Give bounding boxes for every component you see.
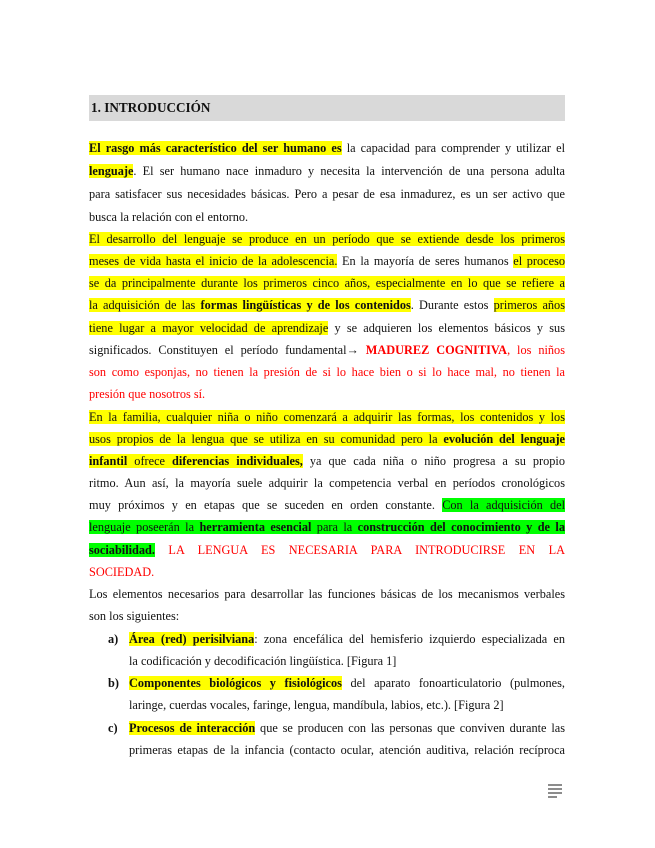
paragraph-line: ritmo. Aun así, la mayoría suele adquirir la competencia verbal en períodos cronológicos xyxy=(89,476,565,490)
highlighted-text: meses de vida hasta el inicio de la adolescencia. xyxy=(89,254,338,268)
paragraph-line xyxy=(89,342,565,358)
paragraph-line xyxy=(89,519,565,535)
text-lines-icon xyxy=(548,784,562,800)
paragraph-line: Los elementos necesarios para desarrollar las funciones básicas de los mecanismos verbales xyxy=(89,587,565,601)
highlighted-text: ofrece xyxy=(127,454,173,468)
paragraph-line xyxy=(89,297,565,313)
highlighted-text: Procesos de interacción xyxy=(129,721,256,735)
paragraph-line xyxy=(89,253,565,269)
section-heading: 1. INTRODUCCIÓN xyxy=(89,95,565,121)
highlighted-text: En la familia, cualquier niña o niño comenzará a adquirir las formas, los contenidos y los xyxy=(89,410,565,424)
paragraph-line xyxy=(89,275,565,291)
highlighted-text: tiene lugar a mayor velocidad de aprendizaje xyxy=(89,321,329,335)
green-highlighted-text: lenguaje poseerán la xyxy=(89,520,200,534)
paragraph-line xyxy=(89,431,565,447)
list-marker: b) xyxy=(108,676,119,690)
highlighted-text: Área (red) perisilviana xyxy=(129,632,255,646)
body-text: . El ser humano nace inmaduro y necesita la intervención de una persona adulta xyxy=(133,164,565,178)
highlighted-text: usos propios de la lengua que se utiliza en su comunidad pero la xyxy=(89,432,444,446)
green-highlighted-text: herramienta esencial xyxy=(199,520,312,534)
highlighted-text: El rasgo más característico del ser humano es xyxy=(89,141,342,155)
body-text: significados. Constituyen el período fundamental→ xyxy=(89,343,366,357)
highlighted-text: se da principalmente durante los primeros cinco años, especialmente en lo que se refiere a xyxy=(89,276,565,290)
body-text: la capacidad para comprender y utilizar el xyxy=(341,141,565,155)
paragraph-line xyxy=(89,140,565,156)
paragraph-line: busca la relación con el entorno. xyxy=(89,210,249,224)
paragraph-line xyxy=(89,542,565,558)
paragraph-line xyxy=(89,163,565,179)
red-text: LA LENGUA ES NECESARIA PARA INTRODUCIRSE EN LA xyxy=(154,543,565,557)
green-highlighted-text: sociabilidad. xyxy=(89,543,155,557)
body-text: ya que cada niña o niño progresa a su propio xyxy=(302,454,565,468)
red-emphasis-text: MADUREZ COGNITIVA xyxy=(365,343,508,357)
body-text: En la mayoría de seres humanos xyxy=(337,254,514,268)
highlighted-text: infantil xyxy=(89,454,128,468)
list-item-line: la codificación y decodificación lingüística. [Figura 1] xyxy=(129,654,397,668)
list-item-line xyxy=(129,631,565,647)
paragraph-line: son los siguientes: xyxy=(89,609,180,623)
body-text: y se adquieren los elementos básicos y sus xyxy=(328,321,565,335)
highlighted-text: primeros años xyxy=(493,298,565,312)
highlighted-text: lenguaje xyxy=(89,164,134,178)
body-text: : zona encefálica del hemisferio izquierdo especializada en xyxy=(254,632,565,646)
highlighted-text: diferencias individuales, xyxy=(172,454,303,468)
paragraph-line xyxy=(89,497,565,513)
list-marker: c) xyxy=(108,721,118,735)
green-highlighted-text: para la xyxy=(311,520,358,534)
paragraph-line xyxy=(89,320,565,336)
highlighted-text: formas lingüísticas y de los contenidos xyxy=(200,298,411,312)
list-item-line xyxy=(129,675,565,691)
paragraph-line xyxy=(89,409,565,425)
body-text: que se producen con las personas que conviven durante las xyxy=(255,721,565,735)
paragraph-line: presión que nosotros sí. xyxy=(89,387,206,401)
highlighted-text: el proceso xyxy=(513,254,565,268)
paragraph-line: son como esponjas, no tienen la presión de si lo hace bien o si lo hace mal, no tienen la xyxy=(89,365,565,379)
highlighted-text: evolución del lenguaje xyxy=(443,432,565,446)
body-text: muy próximos y en etapas que se suceden en orden constante. xyxy=(89,498,443,512)
list-marker: a) xyxy=(108,632,119,646)
red-text: , los niños xyxy=(507,343,565,357)
green-highlighted-text: construcción del conocimiento y de la xyxy=(357,520,565,534)
list-item-line xyxy=(129,720,565,736)
list-item-line: primeras etapas de la infancia (contacto ocular, atención auditiva, relación recíproca xyxy=(129,743,565,757)
highlighted-text: El desarrollo del lenguaje se produce en un período que se extiende desde los primeros xyxy=(89,232,565,246)
body-text: del aparato fonoarticulatorio (pulmones, xyxy=(341,676,566,690)
paragraph-line xyxy=(89,231,565,247)
paragraph-line: SOCIEDAD. xyxy=(89,565,155,579)
list-item-line: laringe, cuerdas vocales, faringe, lengua, mandíbula, labios, etc.). [Figura 2] xyxy=(129,698,504,712)
paragraph-line xyxy=(89,453,565,469)
body-text: . Durante estos xyxy=(410,298,494,312)
highlighted-text: Componentes biológicos y fisiológicos xyxy=(129,676,342,690)
highlighted-text: la adquisición de las xyxy=(89,298,201,312)
green-highlighted-text: Con la adquisición del xyxy=(442,498,566,512)
paragraph-line: para satisfacer sus necesidades básicas. Pero a pesar de esa inmadurez, es un ser activo que xyxy=(89,187,565,201)
